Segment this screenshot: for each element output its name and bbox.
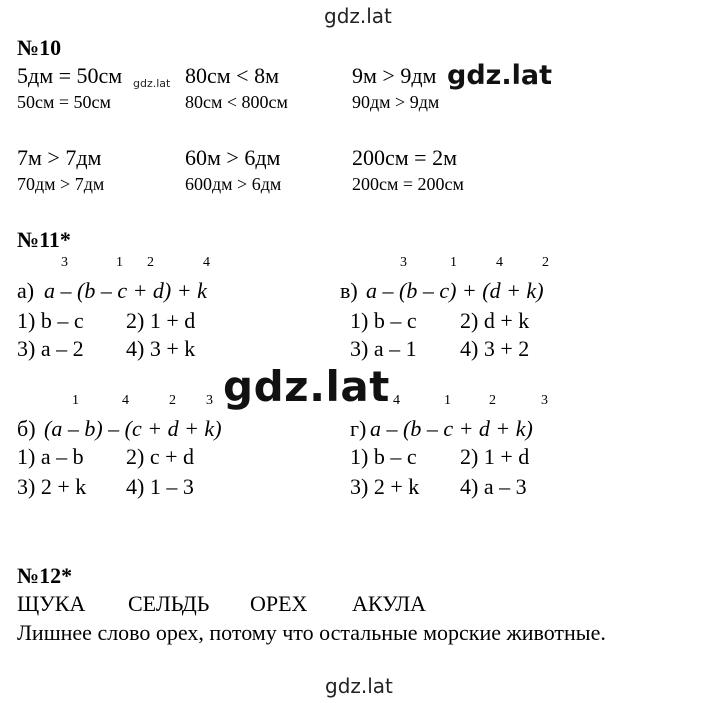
order-mark: 4 <box>496 255 503 270</box>
order-mark: 1 <box>450 255 457 270</box>
order-mark: 2 <box>489 393 496 408</box>
part-v-expression: a – (b – c) + (d + k) <box>366 278 544 303</box>
order-mark: 4 <box>203 255 210 270</box>
step: 4) 3 + k <box>126 336 196 361</box>
task10-cell: 70дм > 7дм <box>17 174 105 194</box>
order-mark: 2 <box>147 255 154 270</box>
order-mark: 3 <box>400 255 407 270</box>
task10-cell: 90дм > 9дм <box>352 92 440 112</box>
task12-header: №12* <box>17 563 73 588</box>
step: 4) 1 – 3 <box>126 474 194 499</box>
part-b-expression: (a – b) – (c + d + k) <box>44 416 222 441</box>
task12-answer: Лишнее слово орех, потому что остальные морские животные. <box>17 620 606 645</box>
watermark-center: gdz.lat <box>223 362 390 411</box>
task10-cell: 7м > 7дм <box>17 145 102 170</box>
step: 1) b – c <box>17 308 84 333</box>
order-mark: 1 <box>72 393 79 408</box>
task10-cell: 80см < 8м <box>185 63 280 88</box>
part-v-label: в) <box>340 278 358 303</box>
order-mark: 2 <box>542 255 549 270</box>
task11-header: №11* <box>17 227 71 252</box>
word: ЩУКА <box>17 591 86 616</box>
watermark-bottom: gdz.lat <box>325 674 393 698</box>
watermark-tiny: gdz.lat <box>133 77 171 90</box>
order-mark: 3 <box>541 393 548 408</box>
step: 2) 1 + d <box>460 444 530 469</box>
order-mark: 1 <box>116 255 123 270</box>
step: 2) c + d <box>126 444 194 469</box>
order-mark: 3 <box>206 393 213 408</box>
step: 3) 2 + k <box>350 474 420 499</box>
part-a-expression: a – (b – c + d) + k <box>44 278 207 303</box>
step: 2) d + k <box>460 308 530 333</box>
part-a-label: а) <box>17 278 35 303</box>
word: ОРЕХ <box>250 591 308 616</box>
task10-cell: 50см = 50см <box>17 92 111 112</box>
part-b-label: б) <box>17 416 36 441</box>
task10-cell: 80см < 800см <box>185 92 288 112</box>
task10-cell: 200см = 200см <box>352 174 464 194</box>
task10-cell: 9м > 9дм <box>352 63 437 88</box>
order-mark: 3 <box>61 255 68 270</box>
step: 3) a – 1 <box>350 336 417 361</box>
watermark-right: gdz.lat <box>447 60 553 91</box>
task10-cell: 60м > 6дм <box>185 145 281 170</box>
watermark-top: gdz.lat <box>324 4 392 28</box>
step: 3) 2 + k <box>17 474 87 499</box>
step: 4) 3 + 2 <box>460 336 530 361</box>
order-mark: 1 <box>444 393 451 408</box>
task10-cell: 200см = 2м <box>352 145 458 170</box>
order-mark: 4 <box>393 393 400 408</box>
part-g-label: г) <box>350 416 367 441</box>
task10-cell: 5дм = 50см <box>17 63 123 88</box>
step: 4) a – 3 <box>460 474 527 499</box>
step: 1) a – b <box>17 444 84 469</box>
task10-cell: 600дм > 6дм <box>185 174 282 194</box>
step: 2) 1 + d <box>126 308 196 333</box>
task10-header: №10 <box>17 35 62 60</box>
part-g-expression: a – (b – c + d + k) <box>370 416 533 441</box>
step: 1) b – c <box>350 308 417 333</box>
step: 1) b – c <box>350 444 417 469</box>
word: АКУЛА <box>352 591 427 616</box>
order-mark: 4 <box>122 393 129 408</box>
step: 3) a – 2 <box>17 336 84 361</box>
order-mark: 2 <box>169 393 176 408</box>
word: СЕЛЬДЬ <box>128 591 210 616</box>
